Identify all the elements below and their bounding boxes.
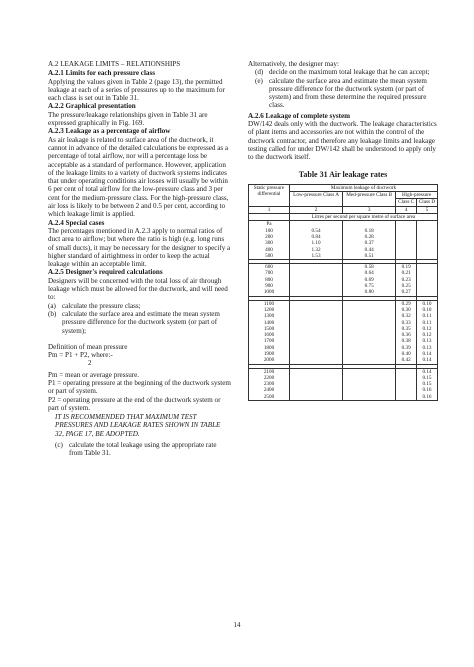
class-c: 0.30 [396,307,417,313]
pa-label: Pa [249,221,290,228]
pressure: 600 [249,264,290,271]
pressure: 2300 [249,381,290,387]
class-d: 0.16 [416,394,437,401]
s21-title: A.2.1 Limits for each pressure class [48,69,155,78]
class-c: 0.25 [396,283,417,289]
col-number: 1 [249,206,290,213]
pressure: 100 [249,228,290,234]
pressure: 2400 [249,387,290,393]
class-c: 0.21 [396,270,417,276]
table-cell [343,221,396,228]
pressure: 2100 [249,368,290,375]
class-c: 0.40 [396,351,417,357]
list-text: calculate the total leakage using the appropriate rate from Table 31. [69,441,217,458]
class-b: 0.51 [343,253,396,260]
pressure: 1800 [249,345,290,351]
class-d: 0.10 [416,300,437,307]
col-number: 4 [396,206,417,213]
col-number: 2 [290,206,343,213]
class-d: 0.16 [416,387,437,393]
class-b: 0.28 [343,234,396,240]
class-b: 0.80 [343,289,396,296]
header-max-leakage: Maximum leakage of ductwork [290,184,438,191]
class-c: 0.33 [396,320,417,326]
s22-text: The pressure/leakage relationships given in Table 31 are expressed graphically in Fig. 169. [48,110,208,128]
pressure: 2000 [249,357,290,364]
table-row [249,394,438,401]
pressure: 300 [249,240,290,246]
col-number: 3 [343,206,396,213]
class-a: 0.84 [290,234,343,240]
class-c [396,368,417,375]
pressure: 900 [249,283,290,289]
header-class-c: Class C [396,199,417,206]
list-item-c [48,441,231,458]
s23-text: As air leakage is related to surface area of the ductwork, it cannot in advance of the detailed calculations be expressed as a percentage of total airflow, nor will a percentage loss be acceptable as a standard of performance. However, application of the leakage limits to a variety of ductwork systems indicates that under operating conditions air losses will usually be within 6 per cent of total airflow for the low-pressure class and 3 per cent for the medium-pressure class. For the high-pressure class, air loss is likely to be between 2 and 0.5 per cent, according to which leakage limit is applied. [48,135,229,219]
class-c: 0.35 [396,326,417,332]
class-b: 0.37 [343,240,396,246]
class-d [416,289,437,296]
table-title: Table 31 Air leakage rates [298,169,388,179]
table-row [249,289,438,296]
pm-definition: Pm = mean or average pressure. [48,370,140,379]
recommendation: IT IS RECOMMENDED THAT MAXIMUM TEST PRESSURES AND LEAKAGE RATES SHOWN IN TABLE 32, PAGE 17, BE ADOPTED. [55,413,221,438]
s25-text: Designers will be concerned with the total loss of air through leakage which must be allowed for the ductwork, and will need to: [48,276,228,302]
pressure: 1500 [249,326,290,332]
pressure: 500 [249,253,290,260]
class-b [343,300,396,307]
list-item-d [248,68,438,76]
class-d: 0.15 [416,381,437,387]
class-a [290,394,343,401]
table-body [249,221,438,401]
class-b [343,394,396,401]
list-item-e [248,77,438,110]
class-d: 0.13 [416,345,437,351]
pressure: 1000 [249,289,290,296]
formula: Pm = P1 + P2, where:- [48,351,113,360]
class-a [290,264,343,271]
class-c: 0.27 [396,289,417,296]
class-a: 0.54 [290,228,343,234]
table-row [249,253,438,260]
pressure: 1300 [249,313,290,319]
list-marker: (a) [48,301,56,310]
list-item-a [48,302,231,310]
list-text: calculate the surface area and estimate the mean system pressure difference for the ductwork system (or part of system); [62,309,220,335]
s26-text: DW/142 deals only with the ductwork. The leakage characteristics of plant items and accessories are not within the control of the ductwork contractor, and therefore any leakage limits and leakage testing called for under DW/142 shall be understood to apply only to the ductwork itself. [248,120,437,162]
list-text: decide on the maximum total leakage that he can accept; [269,68,430,77]
p2-definition: P2 = operating pressure at the end of the ductwork system or part of system. [48,395,221,412]
formula-denominator: 2 [88,359,92,368]
class-b: 0.44 [343,247,396,253]
class-c: 0.32 [396,313,417,319]
list-text: calculate the pressure class; [62,301,141,310]
page-number: 14 [233,621,241,629]
class-c [396,394,417,401]
class-d: 0.13 [416,338,437,344]
section-heading: A.2 LEAKAGE LIMITS – RELATIONSHIPS [48,60,181,68]
definition-title: Definition of mean pressure [48,342,128,351]
unit-blank [249,214,290,221]
class-c: 0.38 [396,338,417,344]
table-cell [290,221,343,228]
pressure: 2500 [249,394,290,401]
class-a [290,368,343,375]
right-column [248,60,438,401]
header-high: High-pressure [396,192,438,199]
pressure: 1600 [249,332,290,338]
air-leakage-table [248,184,438,401]
unit-row: Litres per second per square metre of surface area [290,214,438,221]
class-a: 1.10 [290,240,343,246]
class-d: 0.14 [416,357,437,364]
pressure: 800 [249,277,290,283]
pressure: 1900 [249,351,290,357]
class-a: 1.53 [290,253,343,260]
pressure: 1400 [249,320,290,326]
class-b [343,368,396,375]
class-c: 0.23 [396,277,417,283]
header-class-d: Class D [416,199,437,206]
list-text: calculate the surface area and estimate the mean system pressure difference for the ductwork system (or part of system) and from these determine the required pressure class. [269,76,427,110]
class-b: 0.64 [343,270,396,276]
pressure: 200 [249,234,290,240]
s22-title: A.2.2 Graphical presentation [48,102,136,111]
class-c: 0.39 [396,345,417,351]
class-c: 0.29 [396,300,417,307]
class-d: 0.14 [416,351,437,357]
table-cell [396,221,417,228]
class-a [290,357,343,364]
class-d: 0.11 [416,313,437,319]
table-row [249,300,438,307]
pressure: 1200 [249,307,290,313]
class-d: 0.11 [416,320,437,326]
pressure: 1100 [249,300,290,307]
p1-definition: P1 = operating pressure at the beginning of the ductwork system or part of system. [48,378,231,396]
class-b: 0.75 [343,283,396,289]
class-a [290,300,343,307]
class-a [290,289,343,296]
s26-title: A.2.6 Leakage of complete system [248,111,351,120]
table-row [249,264,438,271]
s25-title: A.2.5 Designer's required calculations [48,268,163,277]
s21-text: Applying the values given in Table 2 (page 13), the permitted leakage at each of a series of pressures up to the maximum for each class is set out in Table 31. [48,77,225,103]
class-c: 0.19 [396,264,417,271]
class-c [396,253,417,260]
header-low: Low-pressure Class A [290,192,343,207]
header-med: Med-pressure Class B [343,192,396,207]
s24-title: A.2.4 Special cases [48,218,105,227]
list-marker: (d) [255,68,264,77]
list-item-b [48,310,231,335]
class-d: 0.15 [416,375,437,381]
pressure: 2200 [249,375,290,381]
pressure: 400 [249,247,290,253]
col-number: 5 [416,206,437,213]
right-intro: Alternatively, the designer may: [248,60,339,68]
class-d: 0.12 [416,326,437,332]
class-d [416,253,437,260]
list-marker: (b) [48,309,57,318]
class-d: 0.12 [416,332,437,338]
class-b: 0.69 [343,277,396,283]
s24-text: The percentages mentioned in A.2.3 apply to normal ratios of duct area to airflow; but where the ratio is high (e.g. long runs of small ducts), it may be necessary for the designer to specify a higher standard of airtightness in order to keep the actual leakage within an acceptable limit. [48,226,231,269]
s23-title: A.2.3 Leakage as a percentage of airflow [48,127,171,136]
list-marker: (e) [255,76,263,85]
header-static: Static pressure differential [249,184,290,206]
class-a: 1.32 [290,247,343,253]
class-c: 0.36 [396,332,417,338]
table-row [249,357,438,364]
list-marker: (c) [55,441,63,450]
class-d [416,264,437,271]
pressure: 1700 [249,338,290,344]
pressure: 700 [249,270,290,276]
class-b: 0.18 [343,228,396,234]
left-column [48,60,231,458]
class-b: 0.58 [343,264,396,271]
class-d: 0.14 [416,368,437,375]
class-c: 0.42 [396,357,417,364]
table-row [249,368,438,375]
class-d: 0.10 [416,307,437,313]
table-cell [416,221,437,228]
class-b [343,357,396,364]
